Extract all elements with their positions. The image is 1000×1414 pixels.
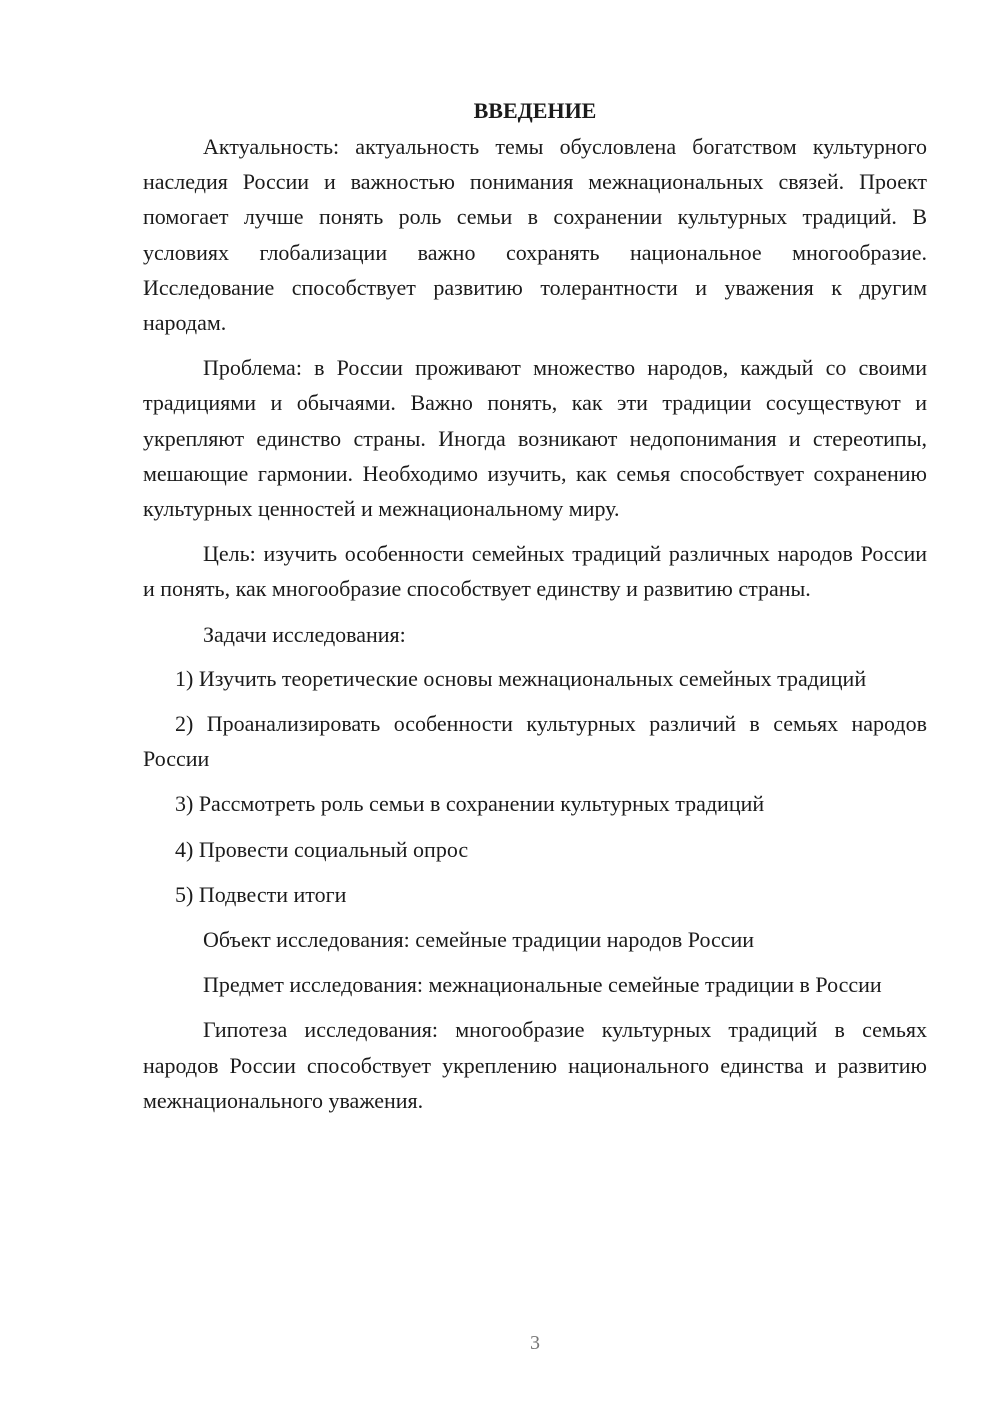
problem-paragraph: Проблема: в России проживают множество народов, каждый со своими традициями и обычаями. Важно понять, как эти традиции сосуществуют и укрепляют единство страны. Иногда возникают недопонимания и стереотипы, мешающие гармонии. Необходимо изучить, как семья способствует сохранению культурных ценностей и межнациональному миру. — [143, 355, 927, 522]
page-body — [143, 92, 927, 1118]
hypothesis-paragraph: Гипотеза исследования: многообразие культурных традиций в семьях народов России способствует укреплению национального единства и развитию межнационального уважения. — [143, 1017, 927, 1113]
tasks-heading: Задачи исследования: — [203, 621, 406, 647]
task-item-3: 3) Рассмотреть роль семьи в сохранении культурных традиций — [175, 791, 765, 817]
goal-paragraph: Цель: изучить особенности семейных традиций различных народов России и понять, как многообразие способствует единству и развитию страны. — [143, 541, 927, 602]
object-paragraph: Объект исследования: семейные традиции народов России — [203, 927, 755, 953]
task-item-4: 4) Провести социальный опрос — [175, 836, 469, 862]
subject-paragraph: Предмет исследования: межнациональные семейные традиции в России — [203, 972, 882, 998]
task-item-1: 1) Изучить теоретические основы межнациональных семейных традиций — [175, 665, 867, 691]
task-item-2: 2) Проанализировать особенности культурных различий в семьях народов России — [143, 711, 927, 772]
page-number: 3 — [530, 1332, 540, 1354]
task-item-5: 5) Подвести итоги — [175, 881, 347, 907]
section-title: ВВЕДЕНИЕ — [473, 98, 597, 123]
relevance-paragraph: Актуальность: актуальность темы обусловлена богатством культурного наследия России и важностью понимания межнациональных связей. Проект помогает лучше понять роль семьи в сохранении культурных традиций. В условиях глобализации важно сохранять национальное многообразие. Исследование способствует развитию толерантности и уважения к другим народам. — [143, 134, 927, 336]
